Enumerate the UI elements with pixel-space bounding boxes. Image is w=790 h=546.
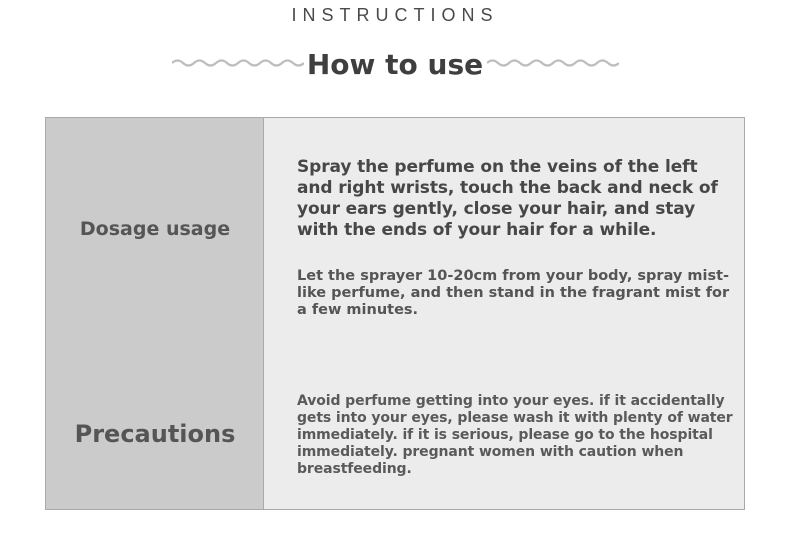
label-column [46, 118, 264, 509]
precautions-label: Precautions [74, 420, 236, 448]
dosage-paragraph-2: Let the sprayer 10-20cm from your body, spray mist-like perfume, and then stand in the fragrant mist for a few minutes. [297, 268, 730, 318]
page-title: How to use [306, 48, 484, 81]
precautions-paragraph: Avoid perfume getting into your eyes. if it accidentally gets into your eyes, please wash it with plenty of water immediately. if it is serious, please go to the hospital immediately. pregnant women with caution when breastfeeding. [297, 393, 733, 477]
instructions-table [45, 117, 745, 510]
wave-decoration-right-icon [487, 57, 619, 69]
title-row [0, 44, 790, 88]
dosage-paragraph-1: Spray the perfume on the veins of the left and right wrists, touch the back and neck of your ears gently, close your hair, and stay with the ends of your hair for a while. [297, 157, 718, 240]
dosage-usage-label: Dosage usage [79, 218, 231, 240]
instructions-eyebrow: INSTRUCTIONS [291, 5, 499, 25]
